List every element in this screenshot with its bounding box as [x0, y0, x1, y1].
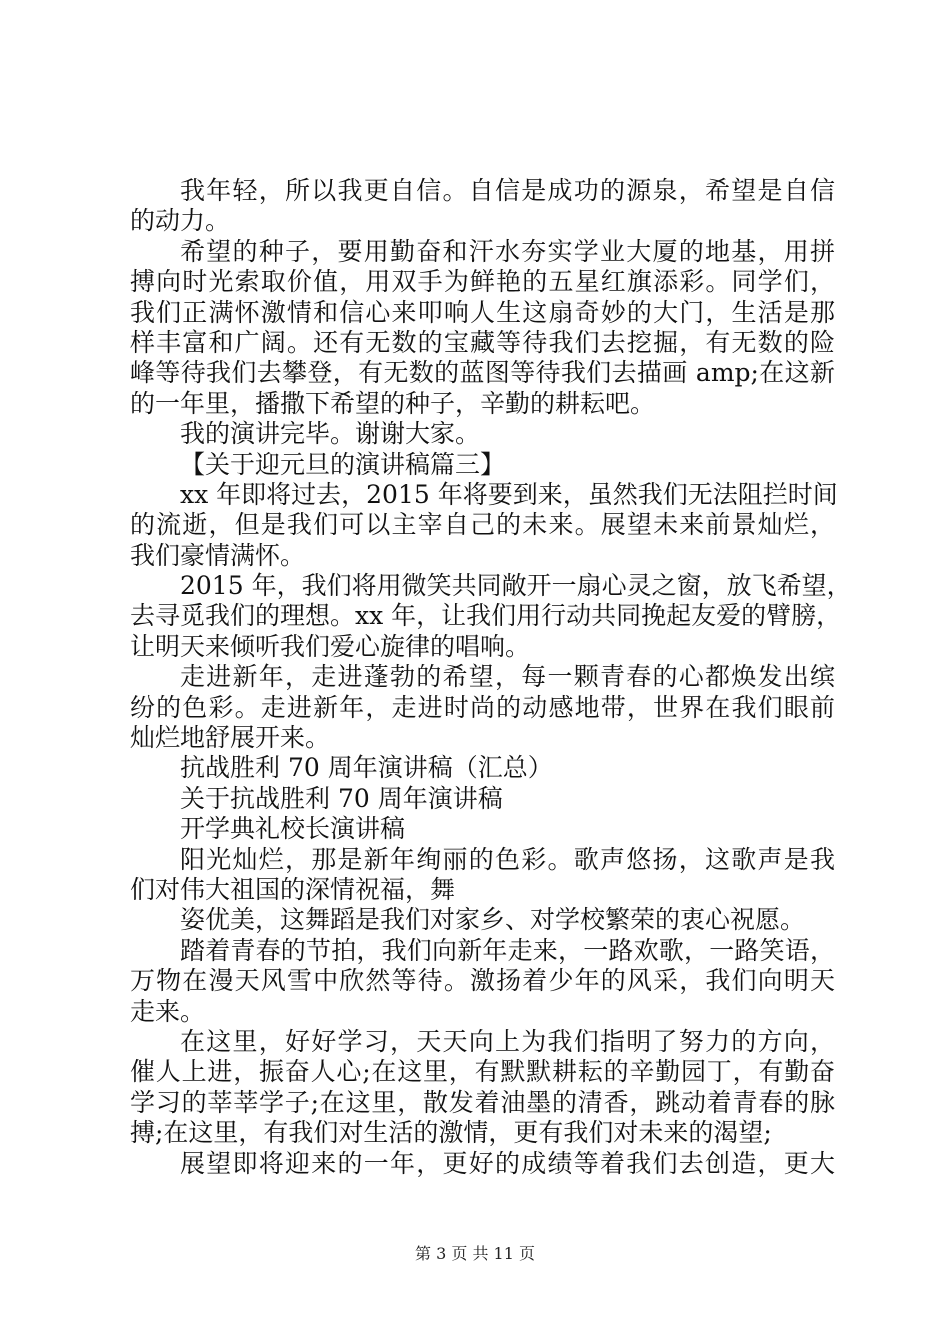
text-line: 峰等待我们去攀登，有无数的蓝图等待我们去描画 amp;在这新 [130, 358, 835, 388]
page-number: 第 3 页 共 11 页 [415, 1244, 535, 1263]
text-line: 纷的色彩。走进新年，走进时尚的动感地带，世界在我们眼前 [130, 692, 835, 722]
text-line: 我们正满怀激情和信心来叩响人生这扇奇妙的大门，生活是那 [130, 297, 835, 327]
text-line: 希望的种子，要用勤奋和汗水夯实学业大厦的地基，用拼 [180, 236, 835, 266]
text-line: 样丰富和广阔。还有无数的宝藏等待我们去挖掘，有无数的险 [130, 327, 835, 357]
text-line: 的流逝，但是我们可以主宰自己的未来。展望未来前景灿烂， [130, 510, 835, 540]
text-line: 的动力。 [130, 206, 231, 236]
text-line: 关于抗战胜利 70 周年演讲稿 [180, 783, 503, 813]
text-line: 抗战胜利 70 周年演讲稿（汇总） [180, 753, 553, 783]
text-line: 的一年里，播撒下希望的种子，辛勤的耕耘吧。 [130, 388, 656, 418]
text-line: 我年轻，所以我更自信。自信是成功的源泉，希望是自信 [180, 176, 835, 205]
text-line: 开学典礼校长演讲稿 [180, 814, 406, 844]
text-line: 在这里，好好学习，天天向上为我们指明了努力的方向， [180, 1026, 835, 1056]
text-line: 万物在漫天风雪中欣然等待。激扬着少年的风采，我们向明天 [130, 966, 835, 996]
text-line: 我的演讲完毕。谢谢大家。 [180, 419, 481, 449]
text-line: 展望即将迎来的一年，更好的成绩等着我们去创造，更大 [180, 1148, 835, 1178]
text-line: 踏着青春的节拍，我们向新年走来，一路欢歌，一路笑语， [180, 935, 835, 965]
text-line: 走来。 [130, 996, 206, 1026]
text-line: 灿烂地舒展开来。 [130, 723, 331, 753]
text-line: 让明天来倾听我们爱心旋律的唱响。 [130, 631, 531, 661]
text-line: xx 年即将过去，2015 年将要到来，虽然我们无法阻拦时间 [180, 479, 838, 509]
document-body [130, 176, 852, 1179]
text-line: 催人上进，振奋人心;在这里，有默默耕耘的辛勤园丁，有勤奋 [130, 1057, 835, 1087]
text-line: 搏;在这里，有我们对生活的激情，更有我们对未来的渴望; [130, 1118, 772, 1148]
text-line: 走进新年，走进蓬勃的希望，每一颗青春的心都焕发出缤 [180, 662, 835, 692]
text-line: 我们豪情满怀。 [130, 540, 306, 570]
text-line: 去寻觅我们的理想。xx 年，让我们用行动共同挽起友爱的臂膀， [130, 601, 842, 631]
text-line: 们对伟大祖国的深情祝福，舞 [130, 874, 456, 904]
text-line: 姿优美，这舞蹈是我们对家乡、对学校繁荣的衷心祝愿。 [180, 905, 806, 935]
text-line: 阳光灿烂，那是新年绚丽的色彩。歌声悠扬，这歌声是我 [180, 844, 835, 874]
text-line: 学习的莘莘学子;在这里，散发着油墨的清香，跳动着青春的脉 [130, 1087, 835, 1117]
text-line: 2015 年，我们将用微笑共同敞开一扇心灵之窗，放飞希望， [180, 571, 852, 601]
text-line: 搏向时光索取价值，用双手为鲜艳的五星红旗添彩。同学们， [130, 267, 835, 297]
text-line: 【关于迎元旦的演讲稿篇三】 [180, 449, 506, 479]
